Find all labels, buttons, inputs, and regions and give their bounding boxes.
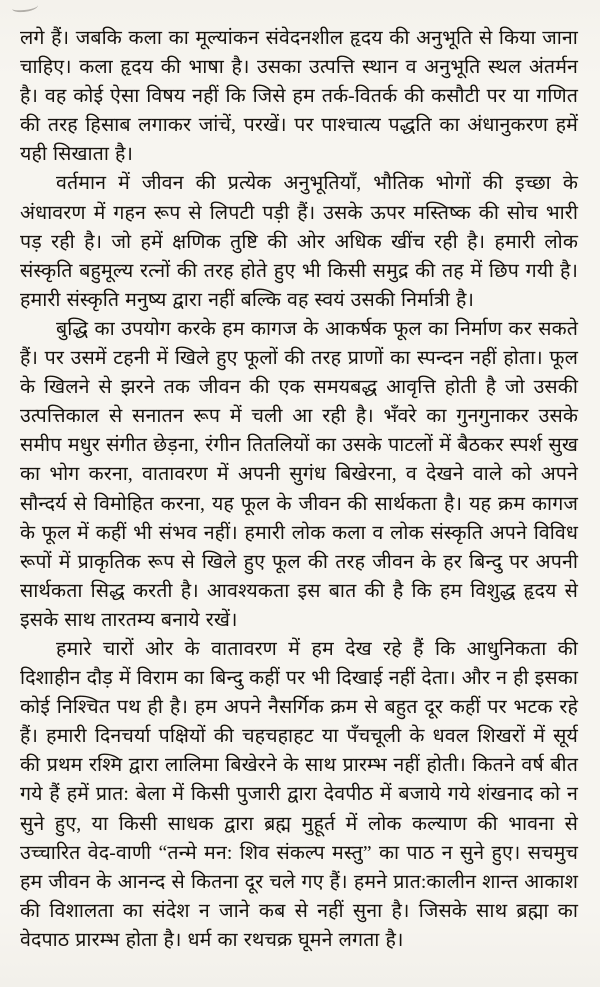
paragraph: बुद्धि का उपयोग करके हम कागज के आकर्षक फूल का निर्माण कर सकते हैं। पर उसमें टहनी में खिले हुए फूलों की तरह प्राणों का स्पन्दन नहीं होता। फूल के खिलने से झरने तक जीवन की एक समयबद्ध आवृत्ति होती है जो उसकी उत्पत्तिकाल से सनातन रूप में चली आ रही है। भँवरे का गुनगुनाकर उसके समीप मधुर संगीत छेड़ना, रंगीन तितलियों का उसके पाटलों में बैठकर स्पर्श सुख का भोग करना, वातावरण में अपनी सुगंध बिखेरना, व देखने वाले को अपने सौन्दर्य से विमोहित करना, यह फूल के जीवन की सार्थकता है। यह क्रम कागज के फूल में कहीं भी संभव नहीं। हमारी लोक कला व लोक संस्कृति अपने विविध रूपों में प्राकृतिक रूप से खिले हुए फूल की तरह जीवन के हर बिन्दु पर अपनी सार्थकता सिद्ध करती है। आवश्यकता इस बात की है कि हम विशुद्ध हृदय से इसके साथ तारतम्य बनाये रखें। — [20, 318, 578, 631]
body-text — [20, 24, 578, 955]
paragraph: वर्तमान में जीवन की प्रत्येक अनुभूतियाँ, भौतिक भोगों की इच्छा के अंधावरण में गहन रूप से लिपटी पड़ी हैं। उसके ऊपर मस्तिष्क की सोच भारी पड़ रही है। जो हमें क्षणिक तुष्टि की ओर अधिक खींच रही है। हमारी लोक संस्कृति बहुमूल्य रत्नों की तरह होते हुए भी किसी समुद्र की तह में छिप गयी है। हमारी संस्कृति मनुष्य द्वारा नहीं बल्कि वह स्वयं उसकी निर्मात्री है। — [20, 173, 578, 311]
scan-artifact-mark — [12, 1, 39, 13]
paragraph-continuation: लगे हैं। जबकि कला का मूल्यांकन संवेदनशील हृदय की अनुभूति से किया जाना चाहिए। कला हृदय की भाषा है। उसका उत्पत्ति स्थान व अनुभूति स्थल अंतर्मन है। वह कोई ऐसा विषय नहीं कि जिसे हम तर्क-वितर्क की कसौटी पर या गणित की तरह हिसाब लगाकर जांचें, परखें। पर पाश्चात्य पद्धति का अंधानुकरण हमें यही सिखाता है। — [20, 28, 578, 166]
paragraph: हमारे चारों ओर के वातावरण में हम देख रहे हैं कि आधुनिकता की दिशाहीन दौड़ में विराम का बिन्दु कहीं पर भी दिखाई नहीं देता। और न ही इसका कोई निश्चित पथ ही है। हम अपने नैसर्गिक क्रम से बहुत दूर कहीं पर भटक रहे हैं। हमारी दिनचर्या पक्षियों की चहचहाहट या पँचचूली के धवल शिखरों में सूर्य की प्रथम रश्मि द्वारा लालिमा बिखेरने के साथ प्रारम्भ नहीं होती। कितने वर्ष बीत गये हैं हमें प्रात: बेला में किसी पुजारी द्वारा देवपीठ में बजाये गये शंखनाद को न सुने हुए, या किसी साधक द्वारा ब्रह्म मुहूर्त में लोक कल्याण की भावना से उच्चारित वेद-वाणी “तन्मे मन: शिव संकल्प मस्तु” का पाठ न सुने हुए। सचमुच हम जीवन के आनन्द से कितना दूर चले गए हैं। हमने प्रात:कालीन शान्त आकाश की विशालता का संदेश न जाने कब से नहीं सुना है। जिसके साथ ब्रह्मा का वेदपाठ प्रारम्भ होता है। धर्म का रथचक्र घूमने लगता है। — [20, 638, 578, 951]
